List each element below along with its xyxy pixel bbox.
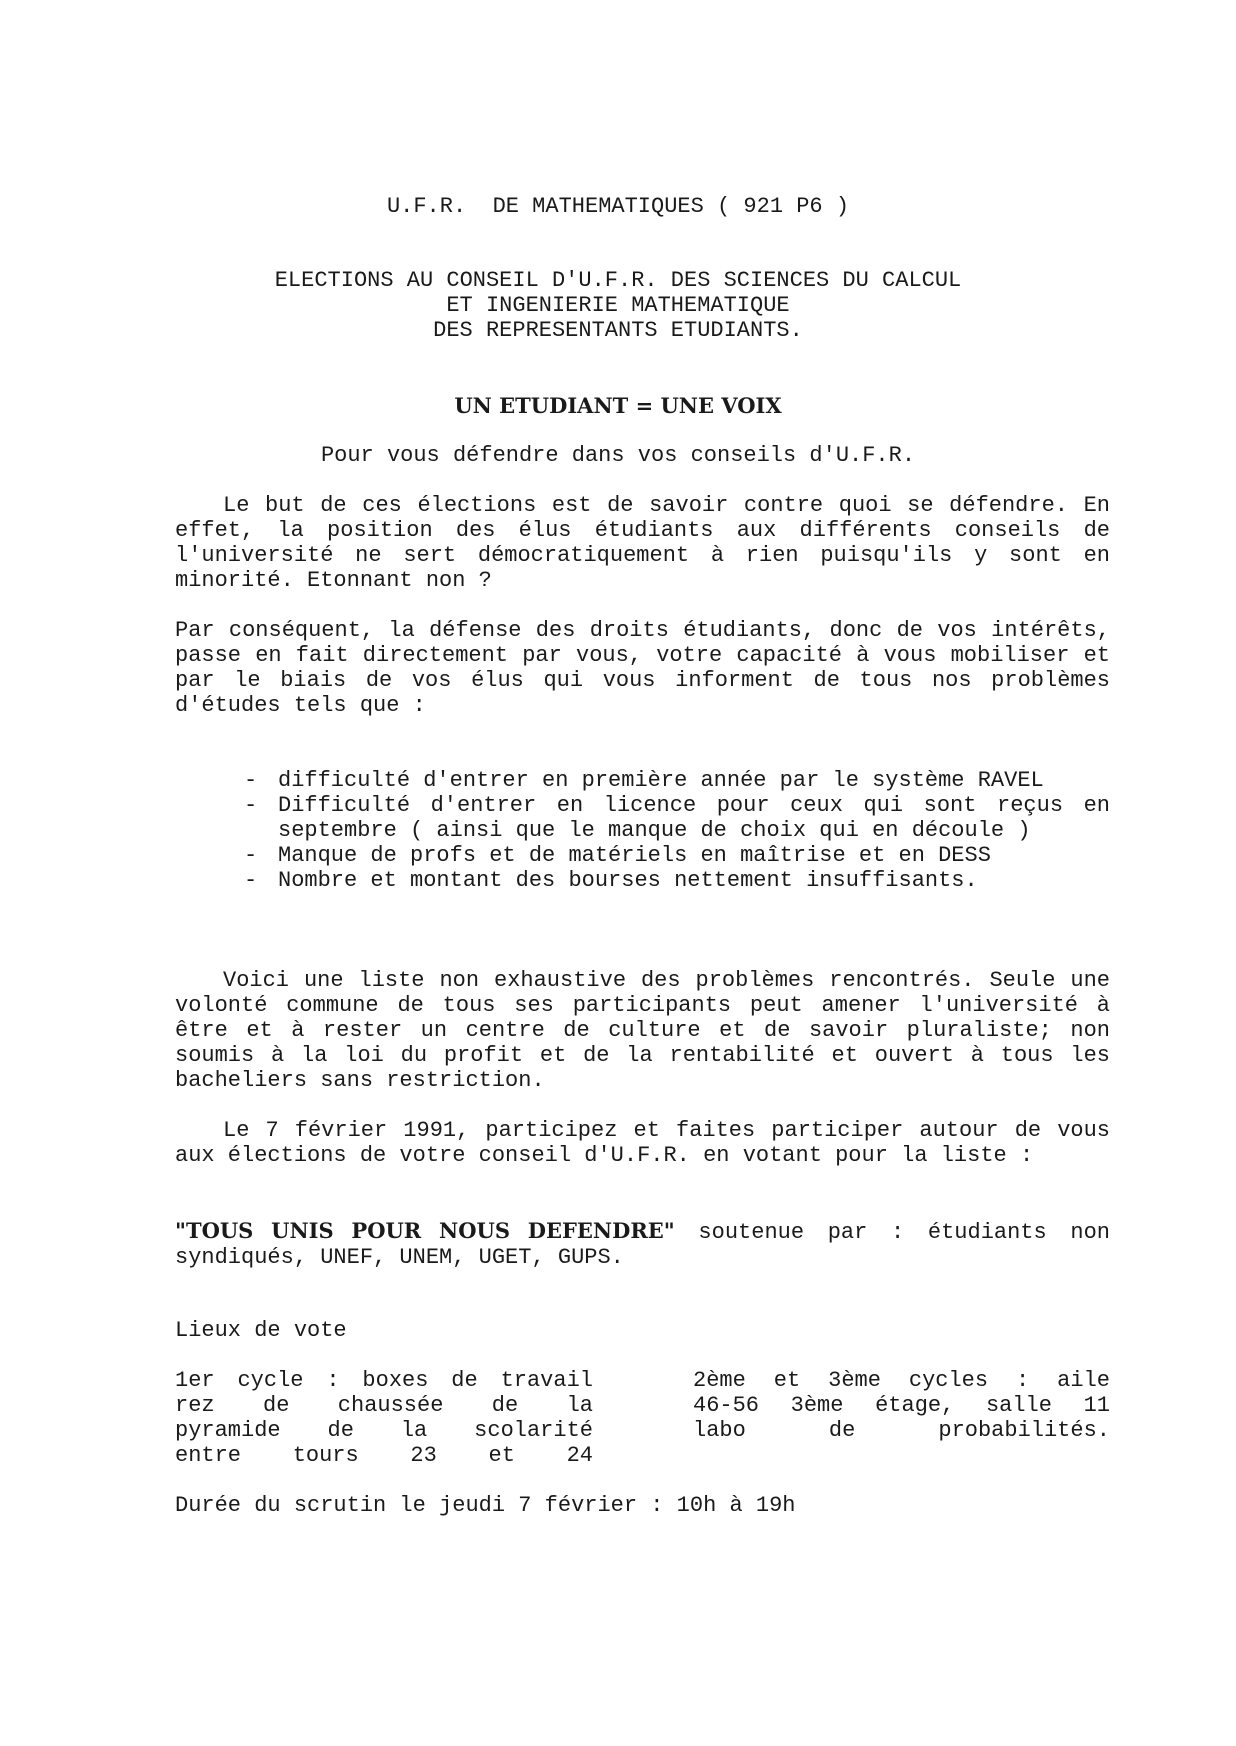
first-cycle-line: entre tours 23 et 24 (175, 1443, 593, 1468)
paragraph-call-to-vote: Le 7 février 1991, participez et faites participer autour de vous aux élections de votre conseil d'U.F.R. en votant pour la liste : (175, 1118, 1110, 1168)
list-item-text: Manque de profs et de matériels en maîtrise et en DESS (278, 843, 991, 868)
first-cycle-line: pyramide de la scolarité (175, 1418, 593, 1443)
list-item-text: difficulté d'entrer en première année par le système RAVEL (278, 768, 1044, 793)
list-item (244, 843, 1110, 868)
election-title-line-3: DES REPRESENTANTS ETUDIANTS. (433, 318, 803, 343)
list-item (244, 793, 1110, 843)
first-cycle-location (175, 1368, 593, 1468)
paragraph-intro: Le but de ces élections est de savoir contre quoi se défendre. En effet, la position des élus étudiants aux différents conseils de l'université ne sert démocratiquement à rien puisqu'ils y sont en minorité. Etonnant non ? (175, 493, 1110, 593)
voting-duration: Durée du scrutin le jeudi 7 février : 10h à 19h (175, 1493, 796, 1518)
subtitle: Pour vous défendre dans vos conseils d'U.F.R. (320, 443, 916, 468)
list-item-text: Nombre et montant des bourses nettement insuffisants. (278, 868, 978, 893)
list-item (244, 768, 1110, 793)
first-cycle-line: 1er cycle : boxes de travail (175, 1368, 593, 1393)
election-title-line-2: ET INGENIERIE MATHEMATIQUE (446, 293, 790, 318)
list-dash: - (244, 768, 258, 793)
list-item (244, 868, 1110, 893)
other-cycles-line: 46-56 3ème étage, salle 11 (693, 1393, 1110, 1418)
list-announcement (175, 1218, 1110, 1270)
election-title-line-1: ELECTIONS AU CONSEIL D'U.F.R. DES SCIENCES DU CALCUL (274, 268, 962, 293)
ufr-heading: U.F.R. DE MATHEMATIQUES ( 921 P6 ) (386, 194, 850, 219)
paragraph-problems-summary: Voici une liste non exhaustive des problèmes rencontrés. Seule une volonté commune de tous ses participants peut amener l'université à être et à rester un centre de culture et de savoir pluraliste; non soumis à la loi du profit et de la rentabilité et ouvert à tous les bacheliers sans restriction. (175, 968, 1110, 1093)
list-support: soutenue par : étudiants non syndiqués, UNEF, UNEM, UGET, GUPS. (175, 1220, 1110, 1270)
problems-list (244, 768, 1110, 893)
list-name: "TOUS UNIS POUR NOUS DEFENDRE" (175, 1218, 675, 1243)
slogan: UN ETUDIANT = UNE VOIX (454, 393, 782, 418)
first-cycle-line: rez de chaussée de la (175, 1393, 593, 1418)
list-dash: - (244, 793, 258, 818)
list-dash: - (244, 868, 258, 893)
other-cycles-line: labo de probabilités. (693, 1418, 1110, 1443)
voting-places-heading: Lieux de vote (175, 1318, 347, 1343)
paragraph-rights: Par conséquent, la défense des droits étudiants, donc de vos intérêts, passe en fait directement par vous, votre capacité à vous mobiliser et par le biais de vos élus qui vous informent de tous nos problèmes d'études tels que : (175, 618, 1110, 718)
other-cycles-line: 2ème et 3ème cycles : aile (693, 1368, 1110, 1393)
other-cycles-location (693, 1368, 1110, 1443)
list-dash: - (244, 843, 258, 868)
list-item-text: Difficulté d'entrer en licence pour ceux qui sont reçus en septembre ( ainsi que le manque de choix qui en découle ) (278, 793, 1110, 843)
